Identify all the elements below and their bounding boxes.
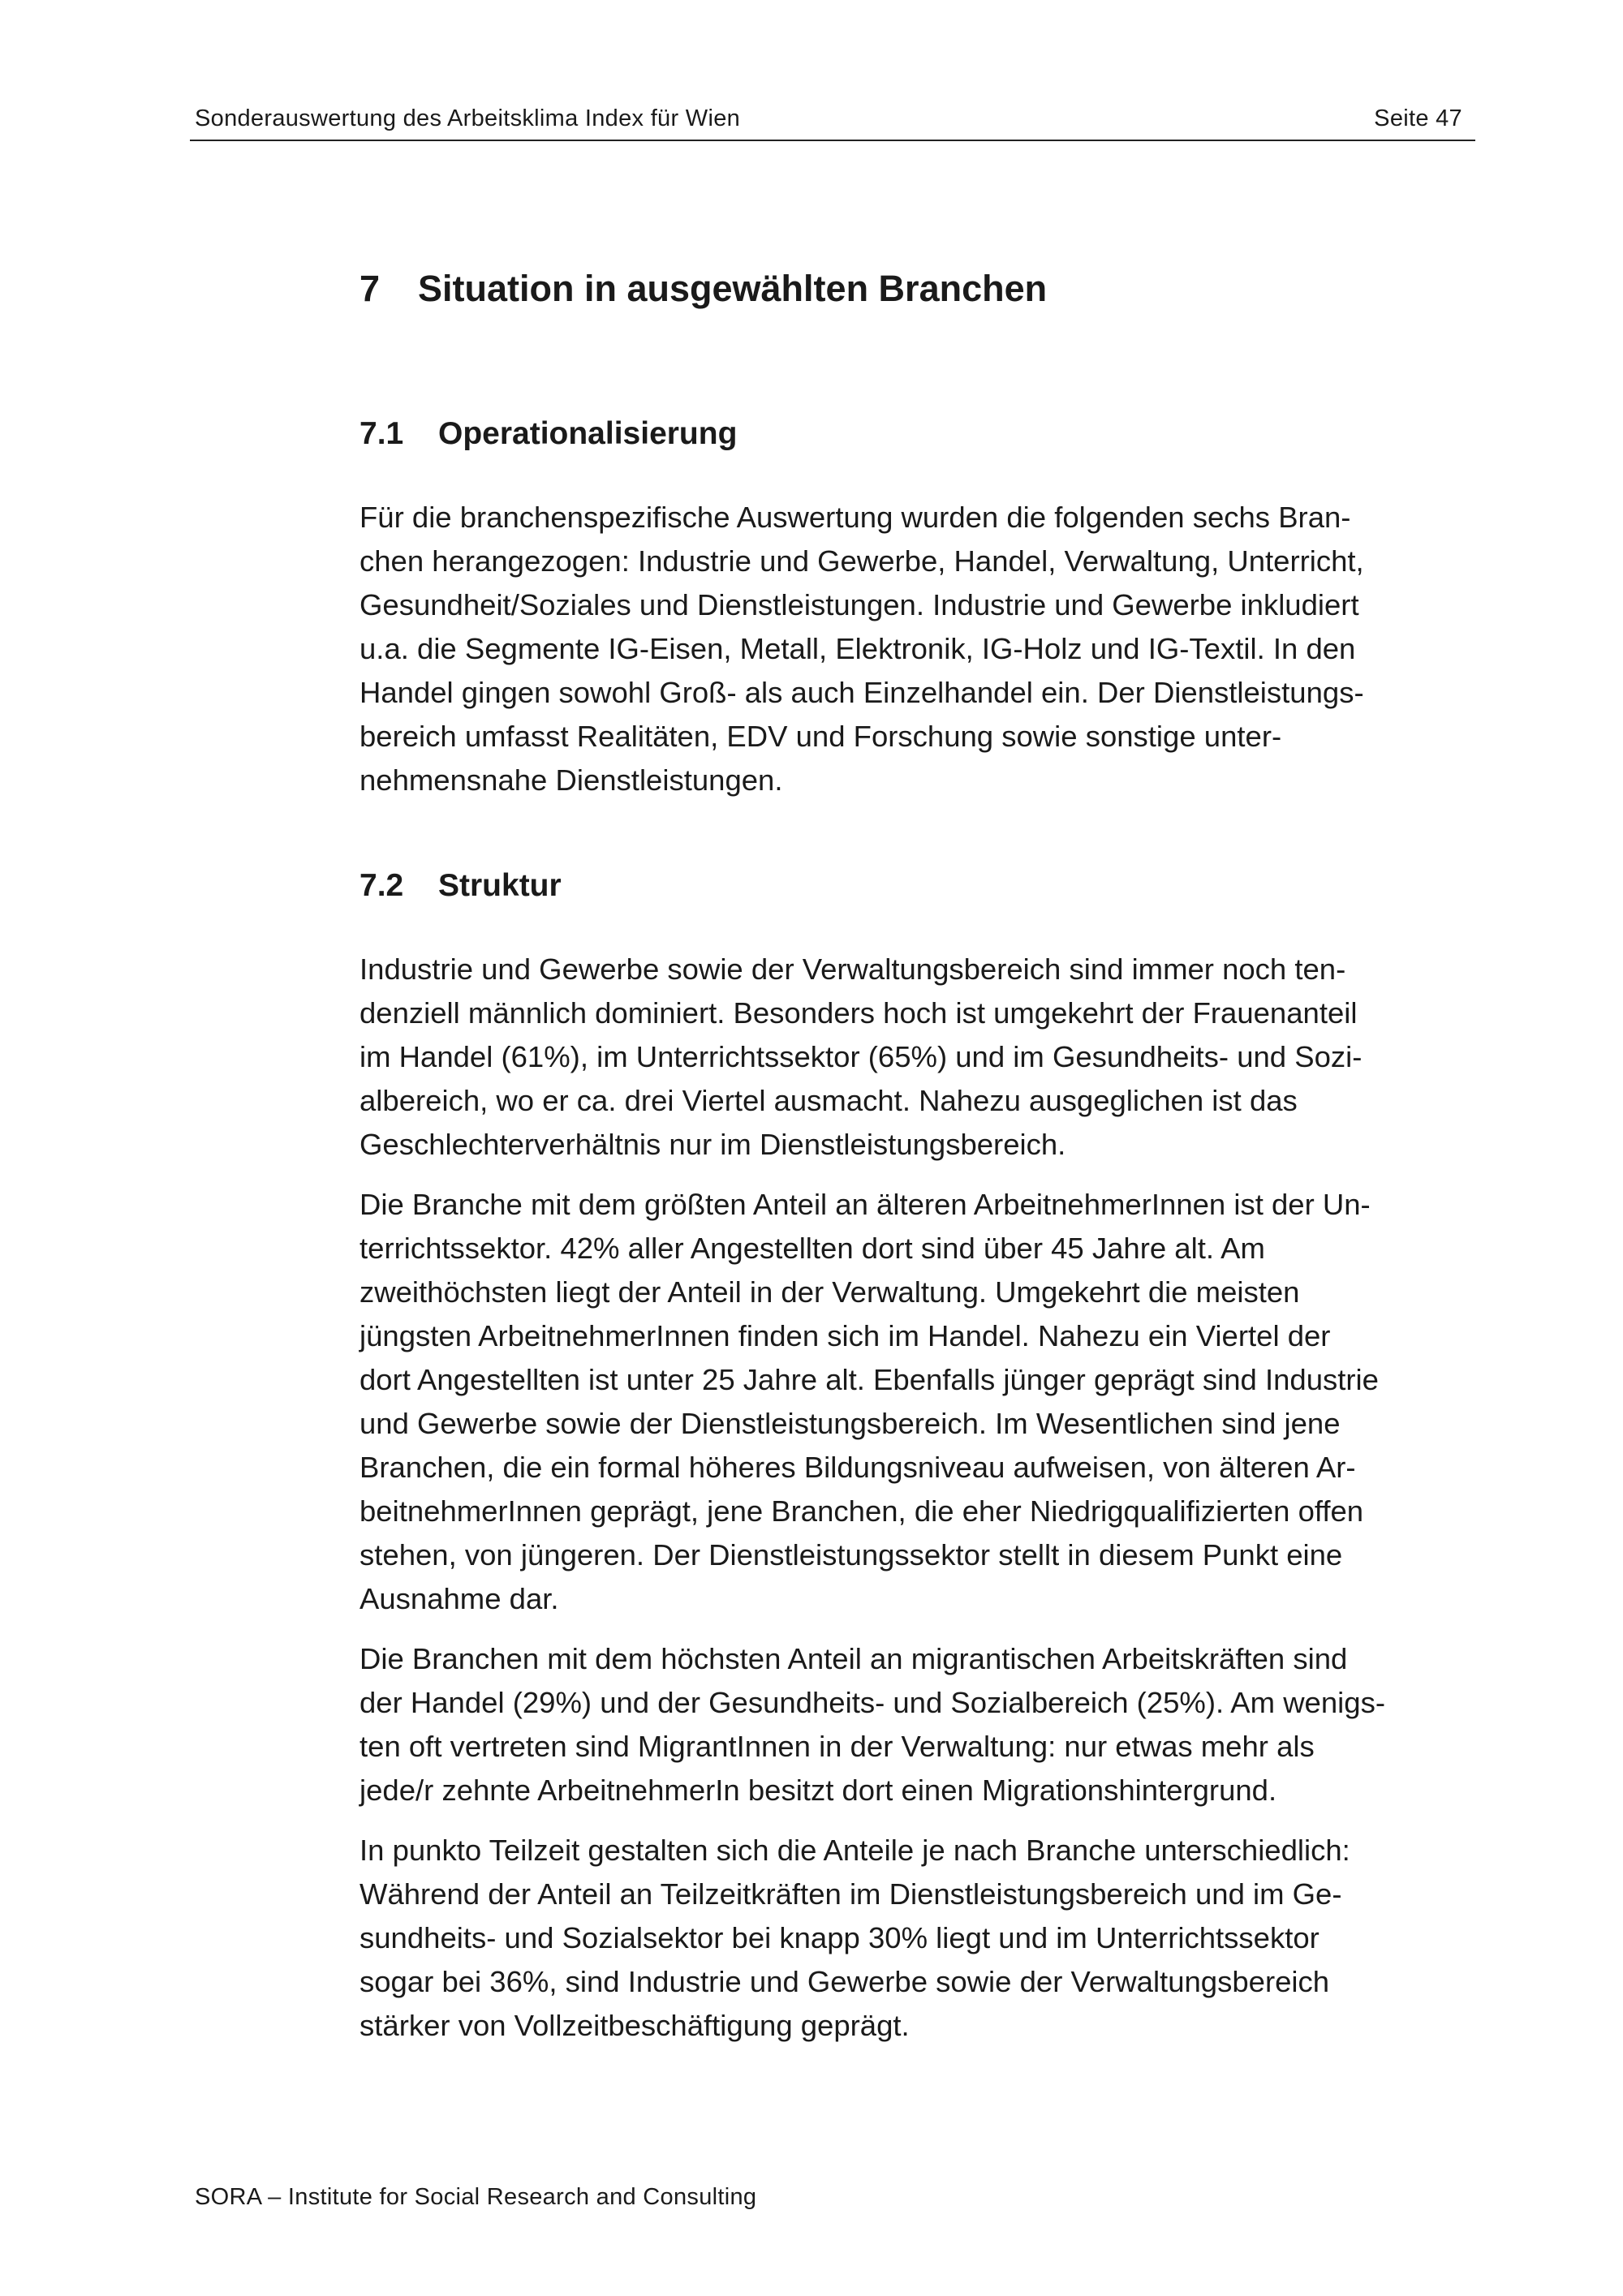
chapter-heading xyxy=(359,268,1047,310)
text-line: sogar bei 36%, sind Industrie und Gewerbe sowie der Verwaltungsbereich xyxy=(359,1965,1330,1998)
text-line: Die Branche mit dem größten Anteil an älteren ArbeitnehmerInnen ist der Un- xyxy=(359,1188,1371,1221)
text-line: stehen, von jüngeren. Der Dienstleistungssektor stellt in diesem Punkt eine xyxy=(359,1538,1343,1572)
text-line: Die Branchen mit dem höchsten Anteil an migrantischen Arbeitskräften sind xyxy=(359,1642,1348,1675)
page-footer: SORA – Institute for Social Research and Consulting xyxy=(195,2184,757,2210)
text-line: zweithöchsten liegt der Anteil in der Verwaltung. Umgekehrt die meisten xyxy=(359,1275,1300,1309)
section-title: Struktur xyxy=(438,868,562,903)
paragraph xyxy=(359,1829,1479,2048)
section-title: Operationalisierung xyxy=(438,416,738,451)
running-title: Sonderauswertung des Arbeitsklima Index für Wien xyxy=(195,105,741,131)
text-line: nehmensnahe Dienstleistungen. xyxy=(359,763,783,797)
text-line: Branchen, die ein formal höheres Bildungsniveau aufweisen, von älteren Ar- xyxy=(359,1451,1356,1484)
text-line: Gesundheit/Soziales und Dienstleistungen. Industrie und Gewerbe inkludiert xyxy=(359,588,1359,621)
chapter-title: Situation in ausgewählten Branchen xyxy=(418,268,1048,309)
text-line: der Handel (29%) und der Gesundheits- und Sozialbereich (25%). Am wenigs- xyxy=(359,1686,1385,1719)
section-7-1-body xyxy=(359,496,1479,819)
paragraph xyxy=(359,496,1479,802)
text-line: terrichtssektor. 42% aller Angestellten dort sind über 45 Jahre alt. Am xyxy=(359,1232,1265,1265)
text-line: und Gewerbe sowie der Dienstleistungsbereich. Im Wesentlichen sind jene xyxy=(359,1407,1341,1440)
text-line: jede/r zehnte ArbeitnehmerIn besitzt dort einen Migrationshintergrund. xyxy=(359,1774,1277,1807)
text-line: ten oft vertreten sind MigrantInnen in der Verwaltung: nur etwas mehr als xyxy=(359,1730,1315,1763)
section-number: 7.2 xyxy=(359,868,404,903)
text-line: im Handel (61%), im Unterrichtssektor (65%) und im Gesundheits- und Sozi- xyxy=(359,1040,1363,1073)
text-line: Industrie und Gewerbe sowie der Verwaltungsbereich sind immer noch ten- xyxy=(359,952,1346,986)
text-line: jüngsten ArbeitnehmerInnen finden sich im Handel. Nahezu ein Viertel der xyxy=(359,1319,1331,1352)
paragraph xyxy=(359,1637,1479,1812)
text-line: Ausnahme dar. xyxy=(359,1582,559,1615)
paragraph xyxy=(359,948,1479,1167)
page-header xyxy=(190,104,1475,141)
text-line: In punkto Teilzeit gestalten sich die Anteile je nach Branche unterschiedlich: xyxy=(359,1834,1350,1867)
text-line: stärker von Vollzeitbeschäftigung geprägt. xyxy=(359,2009,910,2042)
text-line: u.a. die Segmente IG-Eisen, Metall, Elektronik, IG-Holz und IG-Textil. In den xyxy=(359,632,1356,665)
text-line: beitnehmerInnen geprägt, jene Branchen, die eher Niedrigqualifizierten offen xyxy=(359,1494,1364,1528)
text-line: Für die branchenspezifische Auswertung wurden die folgenden sechs Bran- xyxy=(359,501,1351,534)
section-heading-7-2 xyxy=(359,868,562,904)
page-number: Seite 47 xyxy=(1374,105,1462,131)
text-line: bereich umfasst Realitäten, EDV und Forschung sowie sonstige unter- xyxy=(359,720,1282,753)
text-line: Geschlechterverhältnis nur im Dienstleistungsbereich. xyxy=(359,1128,1066,1161)
chapter-number: 7 xyxy=(359,268,381,309)
text-line: dort Angestellten ist unter 25 Jahre alt. Ebenfalls jünger geprägt sind Industrie xyxy=(359,1363,1379,1396)
section-number: 7.1 xyxy=(359,416,404,451)
paragraph xyxy=(359,1183,1479,1621)
section-7-2-body xyxy=(359,948,1479,2064)
text-line: Während der Anteil an Teilzeitkräften im Dienstleistungsbereich und im Ge- xyxy=(359,1877,1342,1911)
text-line: albereich, wo er ca. drei Viertel ausmacht. Nahezu ausgeglichen ist das xyxy=(359,1084,1298,1117)
text-line: sundheits- und Sozialsektor bei knapp 30% liegt und im Unterrichtssektor xyxy=(359,1921,1319,1954)
text-line: denziell männlich dominiert. Besonders hoch ist umgekehrt der Frauenanteil xyxy=(359,996,1358,1030)
text-line: Handel gingen sowohl Groß- als auch Einzelhandel ein. Der Dienstleistungs- xyxy=(359,676,1364,709)
section-heading-7-1 xyxy=(359,416,737,452)
text-line: chen herangezogen: Industrie und Gewerbe, Handel, Verwaltung, Unterricht, xyxy=(359,544,1364,578)
